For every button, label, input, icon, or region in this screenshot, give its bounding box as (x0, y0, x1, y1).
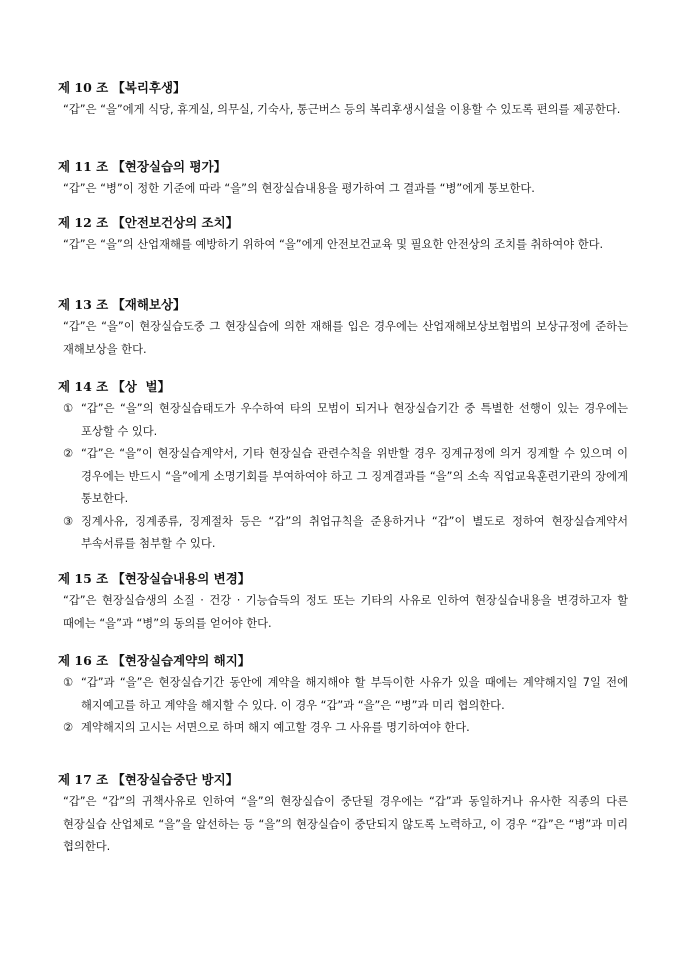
article-number: 제 12 조 (58, 215, 109, 230)
article-body: “갑”은 현장실습생의 소질 · 건강 · 기능습득의 정도 또는 기타의 사유로 인하여 현장실습내용을 변경하고자 할 때에는 “을”과 “병”의 동의를 얻어야 한다. (63, 594, 628, 630)
article-title: 【안전보건상의 조치】 (112, 215, 239, 230)
article-body: “갑”은 “갑”의 귀책사유로 인하여 “을”의 현장실습이 중단될 경우에는 “갑”과 동일하거나 유사한 직종의 다른 현장실습 산업체로 “을”을 알선하는 등 “을”의 현장실습이 중단되지 않도록 노력하고, 이 경우 “갑”은 “병”과 미리 협의한다. (63, 795, 628, 853)
article-title: 【재해보상】 (112, 297, 186, 312)
article-body: “갑”은 “을”의 산업재해를 예방하기 위하여 “을”에게 안전보건교육 및 필요한 안전상의 조치를 취하여야 한다. (63, 238, 604, 251)
list-item (63, 511, 628, 556)
item-marker: ① (63, 402, 74, 415)
article-heading (58, 772, 628, 788)
article-body: “갑”은 “을”이 현장실습도중 그 현장실습에 의한 재해를 입은 경우에는 산업재해보상보험법의 보상규정에 준하는 재해보상을 한다. (63, 320, 628, 356)
article-title: 【상 벌】 (112, 379, 171, 394)
article-title: 【현장실습계약의 해지】 (112, 653, 251, 668)
list-item (63, 443, 628, 511)
item-text: “갑”은 “을”이 현장실습계약서, 기타 현장실습 관련수칙을 위반할 경우 징계규정에 의거 징계할 수 있으며 이 경우에는 반드시 “을”에게 소명기회를 부여하여야 하고 그 징계결과를 “을”의 소속 직업교육훈련기관의 장에게 통보한다. (81, 447, 628, 505)
article-number: 제 13 조 (58, 297, 109, 312)
list-item (63, 717, 628, 740)
article-body: “갑”은 “을”에게 식당, 휴게실, 의무실, 기숙사, 통근버스 등의 복리후생시설을 이용할 수 있도록 편의를 제공한다. (63, 103, 621, 116)
article-13 (58, 297, 628, 361)
article-number: 제 17 조 (58, 772, 109, 787)
list-item (63, 672, 628, 717)
article-heading (58, 571, 628, 587)
article-title: 【현장실습내용의 변경】 (112, 571, 251, 586)
article-items (58, 398, 628, 556)
article-number: 제 10 조 (58, 80, 109, 95)
article-heading (58, 379, 628, 395)
item-marker: ② (63, 721, 74, 734)
item-text: 계약해지의 고시는 서면으로 하며 해지 예고할 경우 그 사유를 명기하여야 한다. (81, 721, 470, 734)
article-number: 제 15 조 (58, 571, 109, 586)
item-marker: ③ (63, 514, 74, 528)
article-12 (58, 215, 628, 257)
item-text: “갑”은 “을”의 현장실습태도가 우수하여 타의 모범이 되거나 현장실습기간 중 특별한 선행이 있는 경우에는 포상할 수 있다. (81, 402, 628, 438)
article-number: 제 14 조 (58, 379, 109, 394)
article-15 (58, 571, 628, 635)
article-number: 제 16 조 (58, 653, 109, 668)
article-heading (58, 297, 628, 313)
article-title: 【현장실습중단 방지】 (112, 772, 239, 787)
article-body: “갑”은 “병”이 정한 기준에 따라 “을”의 현장실습내용을 평가하여 그 결과를 “병”에게 통보한다. (63, 182, 535, 195)
item-text: “갑”과 “을”은 현장실습기간 동안에 계약을 해지해야 할 부득이한 사유가 있을 때에는 계약해지일 7일 전에 해지예고를 하고 계약을 해지할 수 있다. 이 경우 “갑”과 “을”은 “병”과 미리 협의한다. (81, 676, 628, 712)
article-items (58, 672, 628, 740)
article-heading (58, 159, 628, 175)
article-17 (58, 772, 628, 859)
article-heading (58, 80, 628, 96)
article-heading (58, 653, 628, 669)
article-heading (58, 215, 628, 231)
article-16 (58, 653, 628, 740)
item-marker: ② (63, 447, 74, 460)
list-item (63, 398, 628, 443)
item-marker: ① (63, 676, 74, 689)
article-10 (58, 80, 628, 122)
article-number: 제 11 조 (58, 159, 109, 174)
article-title: 【복리후생】 (112, 80, 186, 95)
article-14 (58, 379, 628, 556)
article-title: 【현장실습의 평가】 (112, 159, 227, 174)
item-text: 징계사유, 징계종류, 징계절차 등은 “갑”의 취업규칙을 준용하거나 “갑”이 별도로 정하여 현장실습계약서 부속서류를 첨부할 수 있다. (81, 514, 628, 550)
article-11 (58, 159, 628, 201)
